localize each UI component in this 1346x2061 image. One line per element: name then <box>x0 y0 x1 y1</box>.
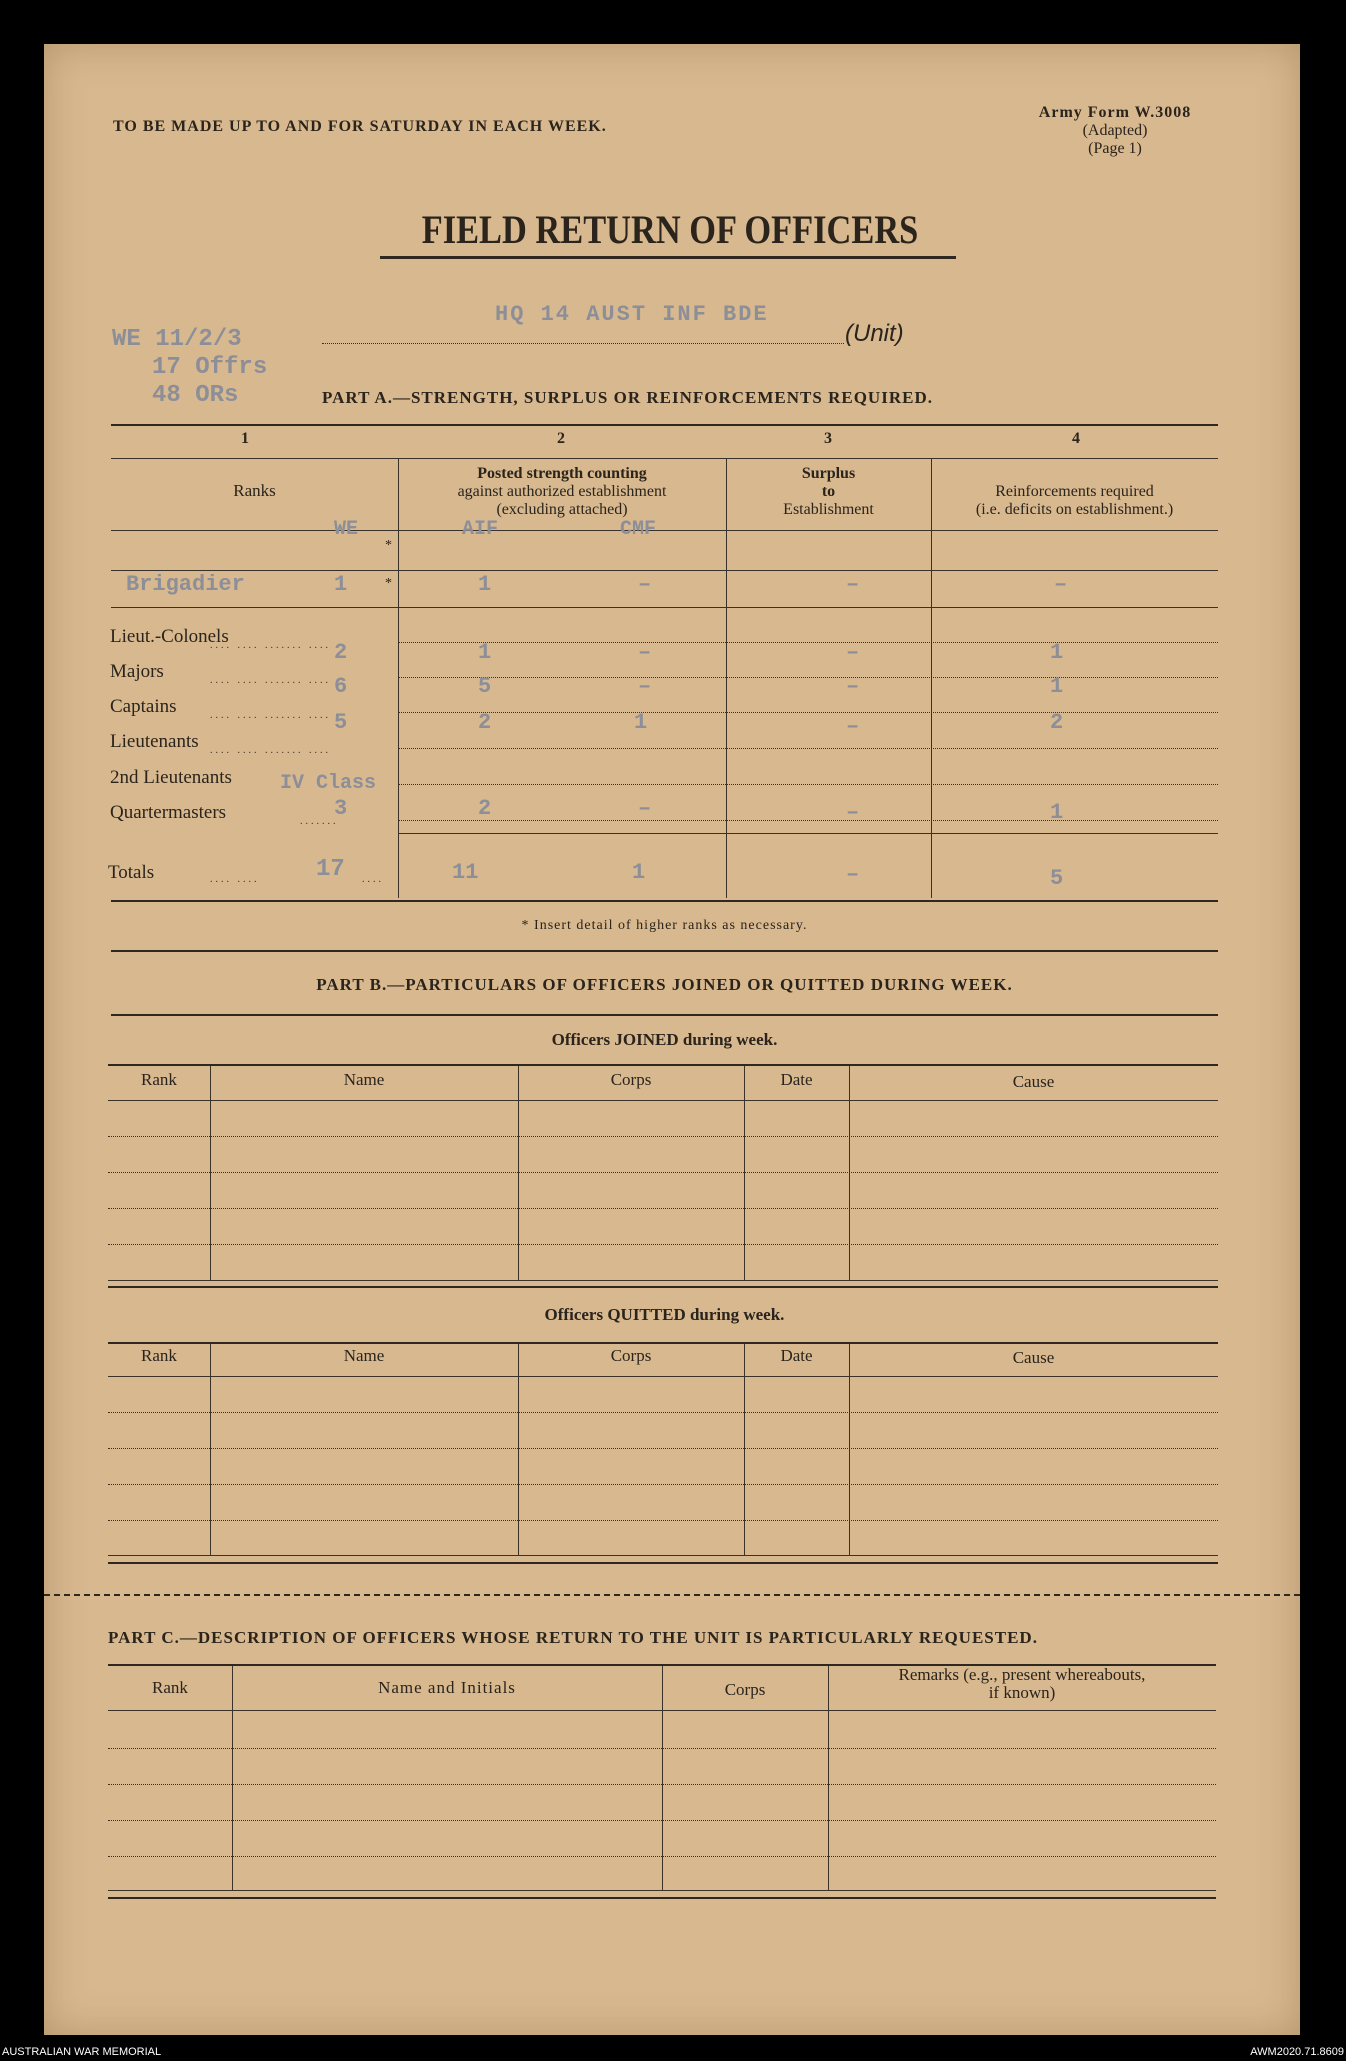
cell-cmf: – <box>638 572 652 597</box>
cell-reinf: 2 <box>1050 710 1064 735</box>
header-line: (i.e. deficits on establishment.) <box>975 501 1174 518</box>
asterisk: * <box>385 576 392 591</box>
cell-surplus: – <box>846 640 860 665</box>
asterisk: * <box>385 538 392 553</box>
row-rule <box>108 1208 1218 1209</box>
page-title: FIELD RETURN OF OFFICERS <box>421 207 919 252</box>
col-date: Date <box>780 1070 813 1089</box>
rule <box>108 1555 1218 1556</box>
rule <box>108 1286 1218 1288</box>
col-corps: Corps <box>724 1680 766 1699</box>
rule <box>108 1280 1218 1281</box>
form-number <box>1020 104 1210 158</box>
cell-surplus: – <box>846 714 860 739</box>
leader-dots: .... .... ....... .... <box>210 675 331 686</box>
qm-note: IV Class <box>280 772 377 795</box>
col-divider <box>828 1666 829 1890</box>
col-surplus-header <box>726 465 931 519</box>
col-divider <box>662 1666 663 1890</box>
col-name: Name <box>343 1346 385 1365</box>
col-number: 2 <box>557 430 565 447</box>
joined-title: Officers JOINED during week. <box>551 1030 778 1049</box>
total-reinf: 5 <box>1050 866 1064 891</box>
col-date: Date <box>780 1346 813 1365</box>
rule <box>111 530 1218 531</box>
col-cause: Cause <box>1012 1072 1055 1091</box>
row-rule <box>108 1520 1218 1521</box>
side-note-line: WE 11/2/3 <box>112 326 242 353</box>
cell-reinf: 1 <box>1050 640 1064 665</box>
col-divider <box>931 458 932 898</box>
rule <box>111 950 1218 952</box>
rule <box>111 570 1218 571</box>
rule <box>108 1890 1216 1891</box>
row-rule <box>108 1172 1218 1173</box>
quitted-title: Officers QUITTED during week. <box>544 1305 785 1324</box>
cell-cmf: – <box>638 674 652 699</box>
rank-label: Quartermasters <box>110 802 227 823</box>
row-rule <box>398 820 1218 821</box>
col-rank: Rank <box>152 1678 188 1697</box>
unit-value: HQ 14 AUST INF BDE <box>495 302 769 327</box>
rank-label: Captains <box>110 696 177 717</box>
part-a-title: PART A.—STRENGTH, SURPLUS OR REINFORCEMENTS REQUIRED. <box>322 388 933 407</box>
row-rule <box>108 1484 1218 1485</box>
cell-surplus: – <box>846 800 860 825</box>
row-rule <box>108 1448 1218 1449</box>
header-line: Reinforcements required <box>995 483 1154 500</box>
row-rule <box>108 1244 1218 1245</box>
side-note-line: 17 Offrs <box>152 354 268 381</box>
footer-source: AUSTRALIAN WAR MEMORIAL <box>2 2046 162 2058</box>
col-divider <box>744 1066 745 1280</box>
header-line: to <box>821 483 836 500</box>
rule <box>108 1064 1218 1066</box>
col-divider <box>210 1344 211 1556</box>
header-line: Establishment <box>783 501 874 518</box>
leader-dots: .... <box>362 874 384 885</box>
part-c-title: PART C.—DESCRIPTION OF OFFICERS WHOSE RETURN TO THE UNIT IS PARTICULARLY REQUESTED. <box>108 1628 1038 1647</box>
cell-aif: 1 <box>478 572 492 597</box>
footnote: * Insert detail of higher ranks as necessary. <box>521 918 808 933</box>
cell-we: 3 <box>334 796 348 821</box>
row-rule <box>398 833 1218 834</box>
col-corps: Corps <box>610 1070 652 1089</box>
cell-aif: 2 <box>478 710 492 735</box>
cell-aif: 1 <box>478 640 492 665</box>
cell-we: 6 <box>334 674 348 699</box>
part-b-title: PART B.—PARTICULARS OF OFFICERS JOINED OR QUITTED DURING WEEK. <box>316 975 1013 994</box>
rule <box>108 1376 1218 1377</box>
cell-cmf: 1 <box>634 710 648 735</box>
cell-reinf: – <box>1054 572 1068 597</box>
part-a-bottom-rule <box>111 900 1218 902</box>
col-rank: Rank <box>141 1346 177 1365</box>
totals-label: Totals <box>108 862 155 883</box>
col-posted-header <box>398 465 726 519</box>
cell-surplus: – <box>846 674 860 699</box>
header-line: if known) <box>988 1683 1056 1702</box>
cell-we: 2 <box>334 640 348 665</box>
header-line: Posted strength counting <box>477 465 647 482</box>
unit-dotted-line <box>322 343 844 344</box>
footer-accession: AWM2020.71.8609 <box>1250 2046 1344 2058</box>
rule <box>108 1100 1218 1101</box>
cell-we: 1 <box>334 572 348 597</box>
cell-cmf: – <box>638 640 652 665</box>
side-note <box>112 326 267 410</box>
row-rule <box>398 642 1218 643</box>
col-remarks <box>828 1666 1216 1702</box>
leader-dots: .... .... ....... .... <box>210 710 331 721</box>
col-divider <box>744 1344 745 1556</box>
col-divider <box>849 1344 850 1556</box>
leader-dots: ....... <box>300 816 339 827</box>
col-cause: Cause <box>1012 1348 1055 1367</box>
cell-aif: 5 <box>478 674 492 699</box>
col-rank: Rank <box>141 1070 177 1089</box>
col-name: Name <box>343 1070 385 1089</box>
form-number-label: Army Form W.3008 <box>1038 104 1192 121</box>
cell-aif: 2 <box>478 796 492 821</box>
rank-label: Lieut.-Colonels <box>110 626 229 647</box>
total-we: 17 <box>316 856 345 883</box>
sub-we: WE <box>334 518 359 541</box>
col-divider <box>518 1344 519 1556</box>
title-underline <box>380 256 956 259</box>
rule <box>108 1897 1216 1899</box>
row-rule <box>108 1136 1218 1137</box>
col-divider <box>518 1066 519 1280</box>
col-divider <box>726 458 727 898</box>
cell-reinf: 1 <box>1050 800 1064 825</box>
header-line: (excluding attached) <box>496 501 628 518</box>
col-divider <box>849 1066 850 1280</box>
rule <box>108 1562 1218 1564</box>
rule <box>111 1014 1218 1016</box>
tear-off-line <box>44 1594 1300 1596</box>
leader-dots: .... .... <box>210 874 260 885</box>
leader-dots: .... .... ....... .... <box>210 745 331 756</box>
rank-label: Brigadier <box>126 572 245 597</box>
col-corps: Corps <box>610 1346 652 1365</box>
cell-reinf: 1 <box>1050 674 1064 699</box>
row-rule <box>398 748 1218 749</box>
rule <box>111 458 1218 459</box>
header-line: Remarks (e.g., present whereabouts, <box>898 1665 1146 1684</box>
col-divider <box>398 458 399 898</box>
col-number: 4 <box>1072 430 1080 447</box>
col-ranks-header: Ranks <box>233 481 276 500</box>
col-reinf-header <box>931 483 1218 519</box>
rank-label: 2nd Lieutenants <box>110 767 232 788</box>
row-rule <box>398 712 1218 713</box>
instruction-text: TO BE MADE UP TO AND FOR SATURDAY IN EACH WEEK. <box>113 118 607 135</box>
form-page: (Page 1) <box>1088 140 1142 157</box>
header-line: against authorized establishment <box>457 483 667 500</box>
col-name-initials: Name and Initials <box>378 1678 516 1697</box>
form-adapted: (Adapted) <box>1082 122 1148 139</box>
row-rule <box>398 784 1218 785</box>
col-divider <box>210 1066 211 1280</box>
row-rule <box>398 677 1218 678</box>
side-note-line: 48 ORs <box>152 382 239 409</box>
col-divider <box>232 1666 233 1890</box>
sub-aif: AIF <box>462 518 499 541</box>
part-a-top-rule <box>111 424 1218 426</box>
total-aif: 11 <box>452 860 479 885</box>
row-rule <box>108 1412 1218 1413</box>
header-line: Surplus <box>801 465 856 482</box>
sub-cmf: CMF <box>620 518 657 541</box>
rank-label: Lieutenants <box>110 731 199 752</box>
cell-we: 5 <box>334 710 348 735</box>
rule <box>108 1342 1218 1344</box>
cell-cmf: – <box>638 796 652 821</box>
leader-dots: .... .... ....... .... <box>210 640 331 651</box>
total-cmf: 1 <box>632 860 646 885</box>
cell-surplus: – <box>846 572 860 597</box>
total-surplus: – <box>846 862 860 887</box>
rule <box>111 607 1218 608</box>
col-number: 3 <box>824 430 832 447</box>
rank-label: Majors <box>110 661 164 682</box>
unit-label: (Unit) <box>845 320 904 347</box>
col-number: 1 <box>241 430 249 447</box>
